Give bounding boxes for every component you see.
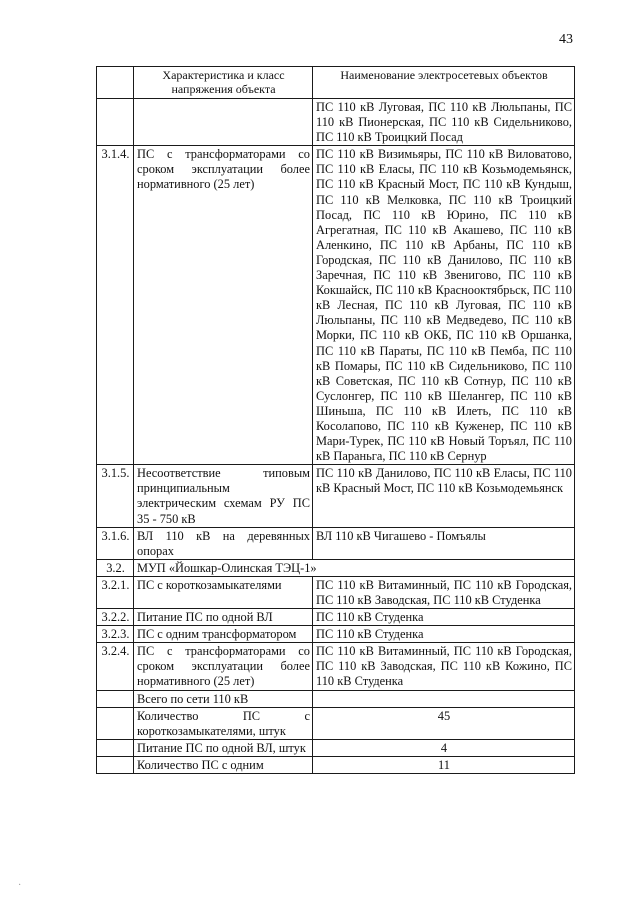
header-objects-cell: Наименование электросетевых объектов xyxy=(313,67,575,99)
table-header-row xyxy=(97,67,575,99)
table-row xyxy=(97,527,575,559)
row-number xyxy=(97,707,134,739)
row-number: 3.2.1. xyxy=(97,576,134,608)
row-number xyxy=(97,690,134,707)
row-description: ВЛ 110 кВ на деревянных опорах xyxy=(134,527,313,559)
row-description: Питание ПС по одной ВЛ xyxy=(134,609,313,626)
row-count-value: 45 xyxy=(313,707,575,739)
row-number: 3.1.4. xyxy=(97,146,134,465)
page-number: 43 xyxy=(559,32,573,47)
row-objects: ПС 110 кВ Данилово, ПС 110 кВ Еласы, ПС 110 кВ Красный Мост, ПС 110 кВ Козьмодемьянск xyxy=(313,465,575,527)
summary-row xyxy=(97,707,575,739)
header-number-cell xyxy=(97,67,134,99)
summary-row xyxy=(97,756,575,773)
row-number xyxy=(97,739,134,756)
row-description: ПС с короткозамыкателями xyxy=(134,576,313,608)
deficiency-table xyxy=(96,66,575,774)
section-title: МУП «Йошкар-Олинская ТЭЦ-1» xyxy=(134,559,575,576)
row-number: 3.2. xyxy=(97,559,134,576)
row-objects xyxy=(313,690,575,707)
row-objects: ПС 110 кВ Визимьяры, ПС 110 кВ Виловатово, ПС 110 кВ Еласы, ПС 110 кВ Козьмодемьянск, ПС 110 кВ Красный Мост, ПС 110 кВ Кундыш, ПС 110 кВ Мелковка, ПС 110 кВ Троицкий Посад, ПС 110 кВ Юрино, ПС 110 кВ Агрегатная, ПС 110 кВ Акашево, ПС 110 кВ Аленкино, ПС 110 кВ Арбаны, ПС 110 кВ Городская, ПС 110 кВ Данилово, ПС 110 кВ Заречная, ПС 110 кВ Звенигово, ПС 110 кВ Кокшайск, ПС 110 кВ Краснооктябрьск, ПС 110 кВ Лесная, ПС 110 кВ Луговая, ПС 110 кВ Люльпаны, ПС 110 кВ Медведево, ПС 110 кВ Морки, ПС 110 кВ ОКБ, ПС 110 кВ Оршанка, ПС 110 кВ Параты, ПС 110 кВ Пемба, ПС 110 кВ Помары, ПС 110 кВ Сидельниково, ПС 110 кВ Советская, ПС 110 кВ Сотнур, ПС 110 кВ Суслонгер, ПС 110 кВ Шелангер, ПС 110 кВ Шиньша, ПС 110 кВ Илеть, ПС 110 кВ Косолапово, ПС 110 кВ Куженер, ПС 110 кВ Мари-Турек, ПС 110 кВ Новый Торъял, ПС 110 кВ Параньга, ПС 110 кВ Сернур xyxy=(313,146,575,465)
row-number: 3.1.6. xyxy=(97,527,134,559)
row-description: Количество ПС с короткозамыкателями, штук xyxy=(134,707,313,739)
row-number: 3.2.2. xyxy=(97,609,134,626)
scan-speck: · xyxy=(18,880,22,891)
row-description: Несоответствие типовым принципиальным электрическим схемам РУ ПС 35 - 750 кВ xyxy=(134,465,313,527)
row-objects: ПС 110 кВ Студенка xyxy=(313,609,575,626)
row-objects: ПС 110 кВ Студенка xyxy=(313,626,575,643)
table-row xyxy=(97,99,575,146)
row-number: 3.2.4. xyxy=(97,643,134,690)
row-objects: ПС 110 кВ Луговая, ПС 110 кВ Люльпаны, ПС 110 кВ Пионерская, ПС 110 кВ Сидельниково, ПС 110 кВ Троицкий Посад xyxy=(313,99,575,146)
table-row xyxy=(97,576,575,608)
table-row xyxy=(97,643,575,690)
row-description xyxy=(134,99,313,146)
row-number: 3.2.3. xyxy=(97,626,134,643)
header-characteristic-cell: Характеристика и класс напряжения объекта xyxy=(134,67,313,99)
row-number: 3.1.5. xyxy=(97,465,134,527)
summary-row xyxy=(97,739,575,756)
table-row xyxy=(97,626,575,643)
row-description: Питание ПС по одной ВЛ, штук xyxy=(134,739,313,756)
row-number xyxy=(97,99,134,146)
row-objects: ПС 110 кВ Витаминный, ПС 110 кВ Городская, ПС 110 кВ Заводская, ПС 110 кВ Студенка xyxy=(313,576,575,608)
section-row xyxy=(97,559,575,576)
row-description: ПС с трансформаторами со сроком эксплуатации более нормативного (25 лет) xyxy=(134,146,313,465)
row-count-value: 11 xyxy=(313,756,575,773)
table-row xyxy=(97,690,575,707)
row-description: ПС с трансформаторами со сроком эксплуатации более нормативного (25 лет) xyxy=(134,643,313,690)
table-row xyxy=(97,465,575,527)
row-description: Количество ПС с одним xyxy=(134,756,313,773)
table-row xyxy=(97,609,575,626)
table-row xyxy=(97,146,575,465)
row-count-value: 4 xyxy=(313,739,575,756)
row-objects: ПС 110 кВ Витаминный, ПС 110 кВ Городская, ПС 110 кВ Заводская, ПС 110 кВ Кожино, ПС 110 кВ Студенка xyxy=(313,643,575,690)
row-number xyxy=(97,756,134,773)
row-description: Всего по сети 110 кВ xyxy=(134,690,313,707)
row-description: ПС с одним трансформатором xyxy=(134,626,313,643)
row-objects: ВЛ 110 кВ Чигашево - Помъялы xyxy=(313,527,575,559)
